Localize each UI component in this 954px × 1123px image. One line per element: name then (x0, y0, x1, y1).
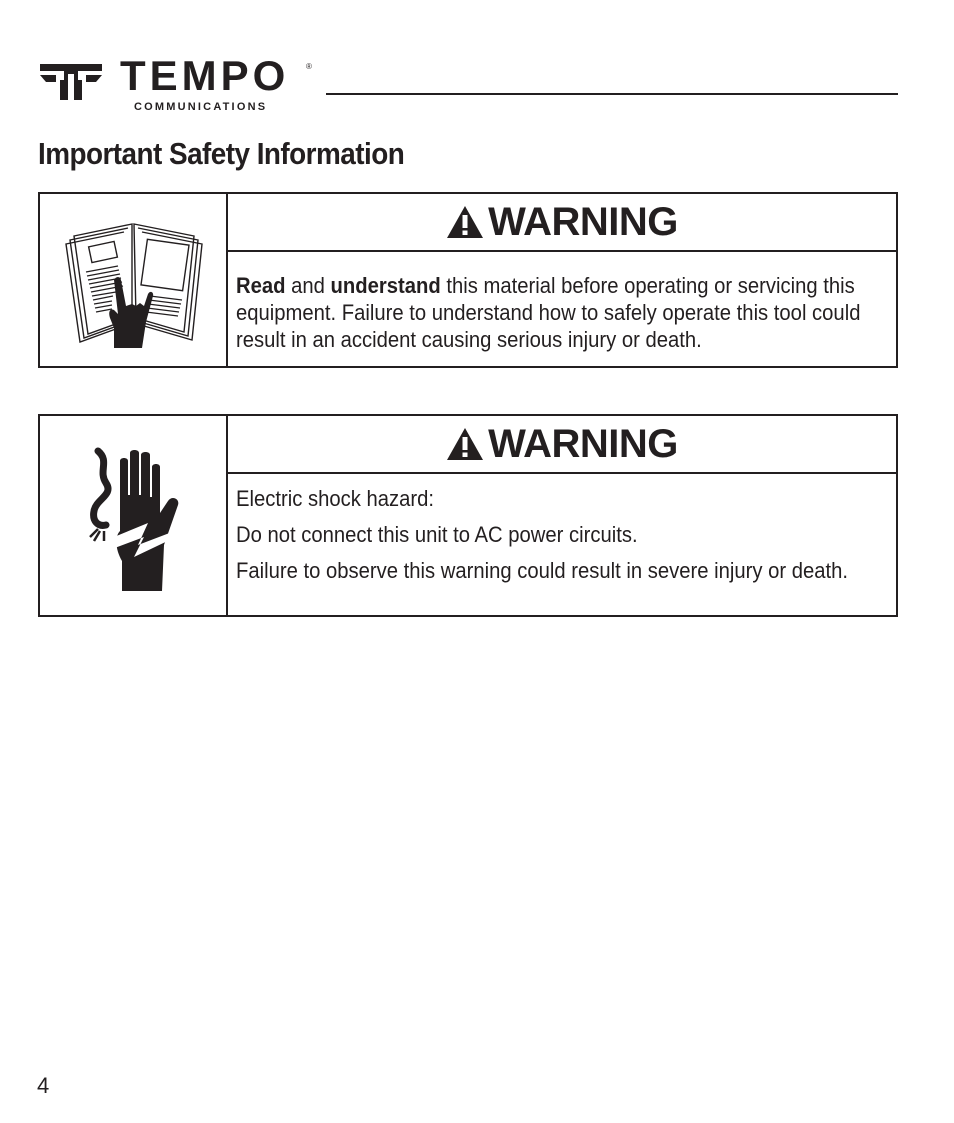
warning-heading-text: WARNING (488, 422, 678, 466)
warning-line: Electric shock hazard: (236, 486, 434, 511)
warning-triangle-icon (446, 427, 484, 461)
warning-heading-text: WARNING (488, 200, 678, 244)
panel-body (228, 194, 896, 366)
warning-panel-electric-shock (38, 414, 898, 617)
warning-triangle-icon (446, 205, 484, 239)
warning-panel-read-manual (38, 192, 898, 368)
electric-shock-icon (68, 441, 198, 591)
warning-text-plain: this material before operating or servicing this equipment. Failure to understand how to safely operate this tool could result in an accident causing serious injury or death. (236, 273, 861, 352)
warning-line: Do not connect this unit to AC power circuits. (236, 522, 638, 547)
brand-subtitle: COMMUNICATIONS (134, 101, 268, 113)
panel-icon-cell (40, 194, 228, 366)
warning-line: Failure to observe this warning could result in severe injury or death. (236, 558, 849, 583)
warning-text-bold: Read (236, 273, 286, 298)
brand-registered-mark: ® (306, 62, 312, 71)
warning-text (228, 474, 896, 594)
tempo-logo-icon (38, 60, 104, 108)
warning-paragraph (236, 272, 882, 353)
warning-text-plain: and (285, 273, 331, 298)
header (38, 52, 898, 114)
page-number: 4 (37, 1073, 50, 1098)
read-manual-icon (58, 210, 208, 350)
warning-text (228, 252, 896, 353)
panel-body (228, 416, 896, 615)
brand-name: TEMPO (120, 52, 290, 99)
panel-icon-cell (40, 416, 228, 615)
warning-heading (228, 194, 896, 252)
warning-text-bold: understand (330, 273, 441, 298)
warning-heading (228, 416, 896, 474)
header-rule (326, 93, 898, 95)
page-title: Important Safety Information (38, 136, 405, 171)
